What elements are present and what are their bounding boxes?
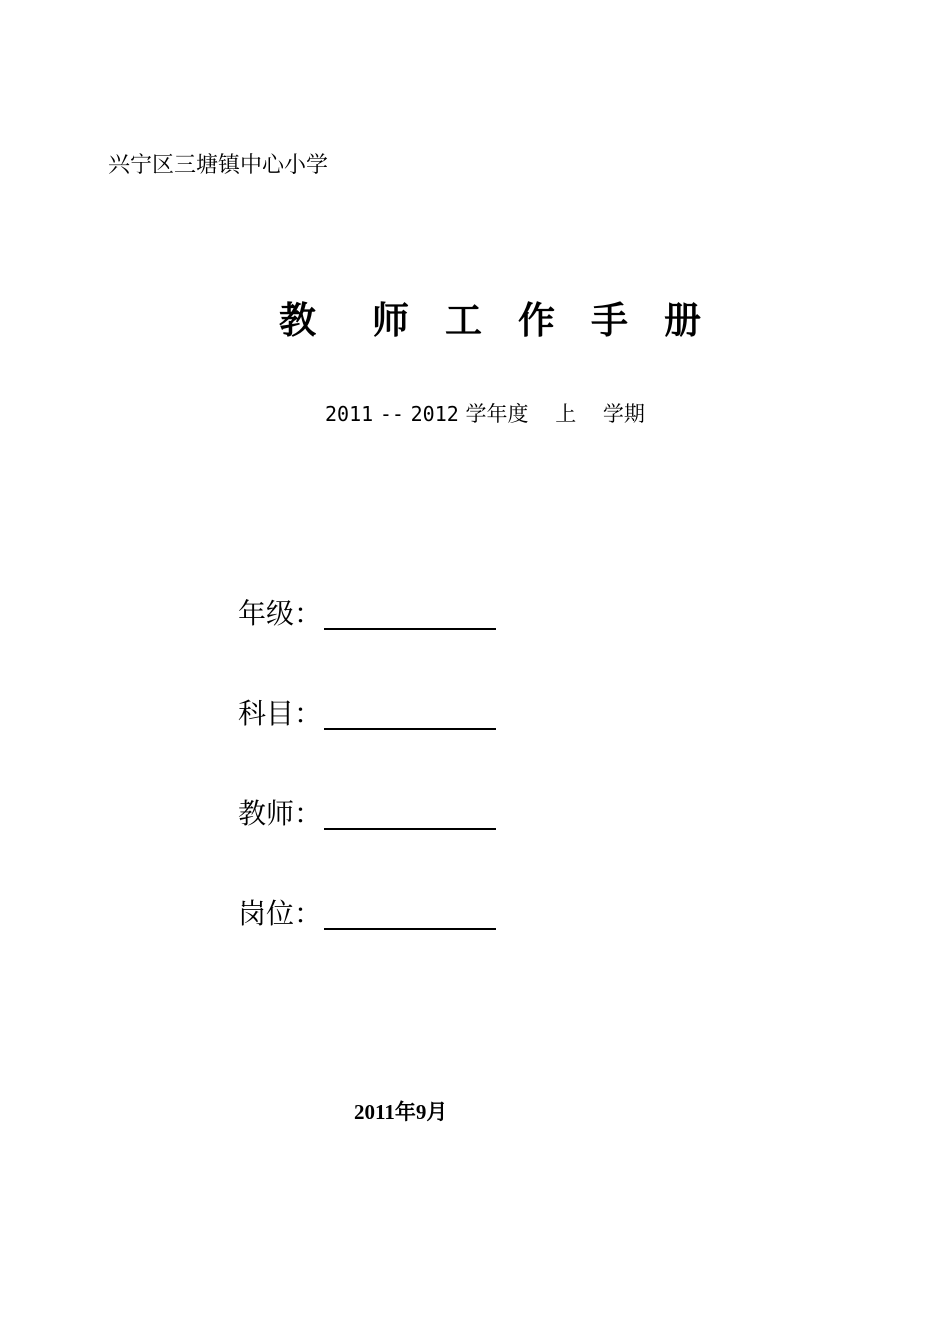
- grade-field: [238, 592, 496, 632]
- position-blank-line[interactable]: [324, 900, 496, 930]
- title-char: 册: [664, 299, 701, 342]
- grade-label: 年级：: [238, 597, 323, 630]
- year-end: 2012: [410, 402, 459, 426]
- title-char: 手: [591, 299, 628, 342]
- year-label: 学年度: [465, 402, 529, 426]
- term-label: 学期: [602, 402, 645, 426]
- subject-field: [238, 692, 496, 732]
- term-half: 上: [555, 402, 577, 426]
- grade-blank-line[interactable]: [324, 600, 496, 630]
- teacher-blank-line[interactable]: [324, 800, 496, 830]
- year-start: 2011: [325, 402, 374, 426]
- title-char: 教: [279, 299, 316, 342]
- academic-term-line: [325, 398, 645, 428]
- subject-blank-line[interactable]: [324, 700, 496, 730]
- teacher-label: 教师：: [238, 797, 323, 830]
- document-date: 2011年9月: [354, 1100, 448, 1124]
- position-label: 岗位：: [238, 897, 323, 930]
- teacher-field: [238, 792, 496, 832]
- document-title: [0, 290, 950, 344]
- position-field: [238, 892, 496, 932]
- title-char: 工: [445, 299, 482, 342]
- title-char: 作: [518, 299, 555, 342]
- title-char: 师: [372, 299, 409, 342]
- subject-label: 科目：: [238, 697, 323, 730]
- school-name: 兴宁区三塘镇中心小学: [108, 153, 329, 178]
- year-separator: --: [379, 402, 404, 426]
